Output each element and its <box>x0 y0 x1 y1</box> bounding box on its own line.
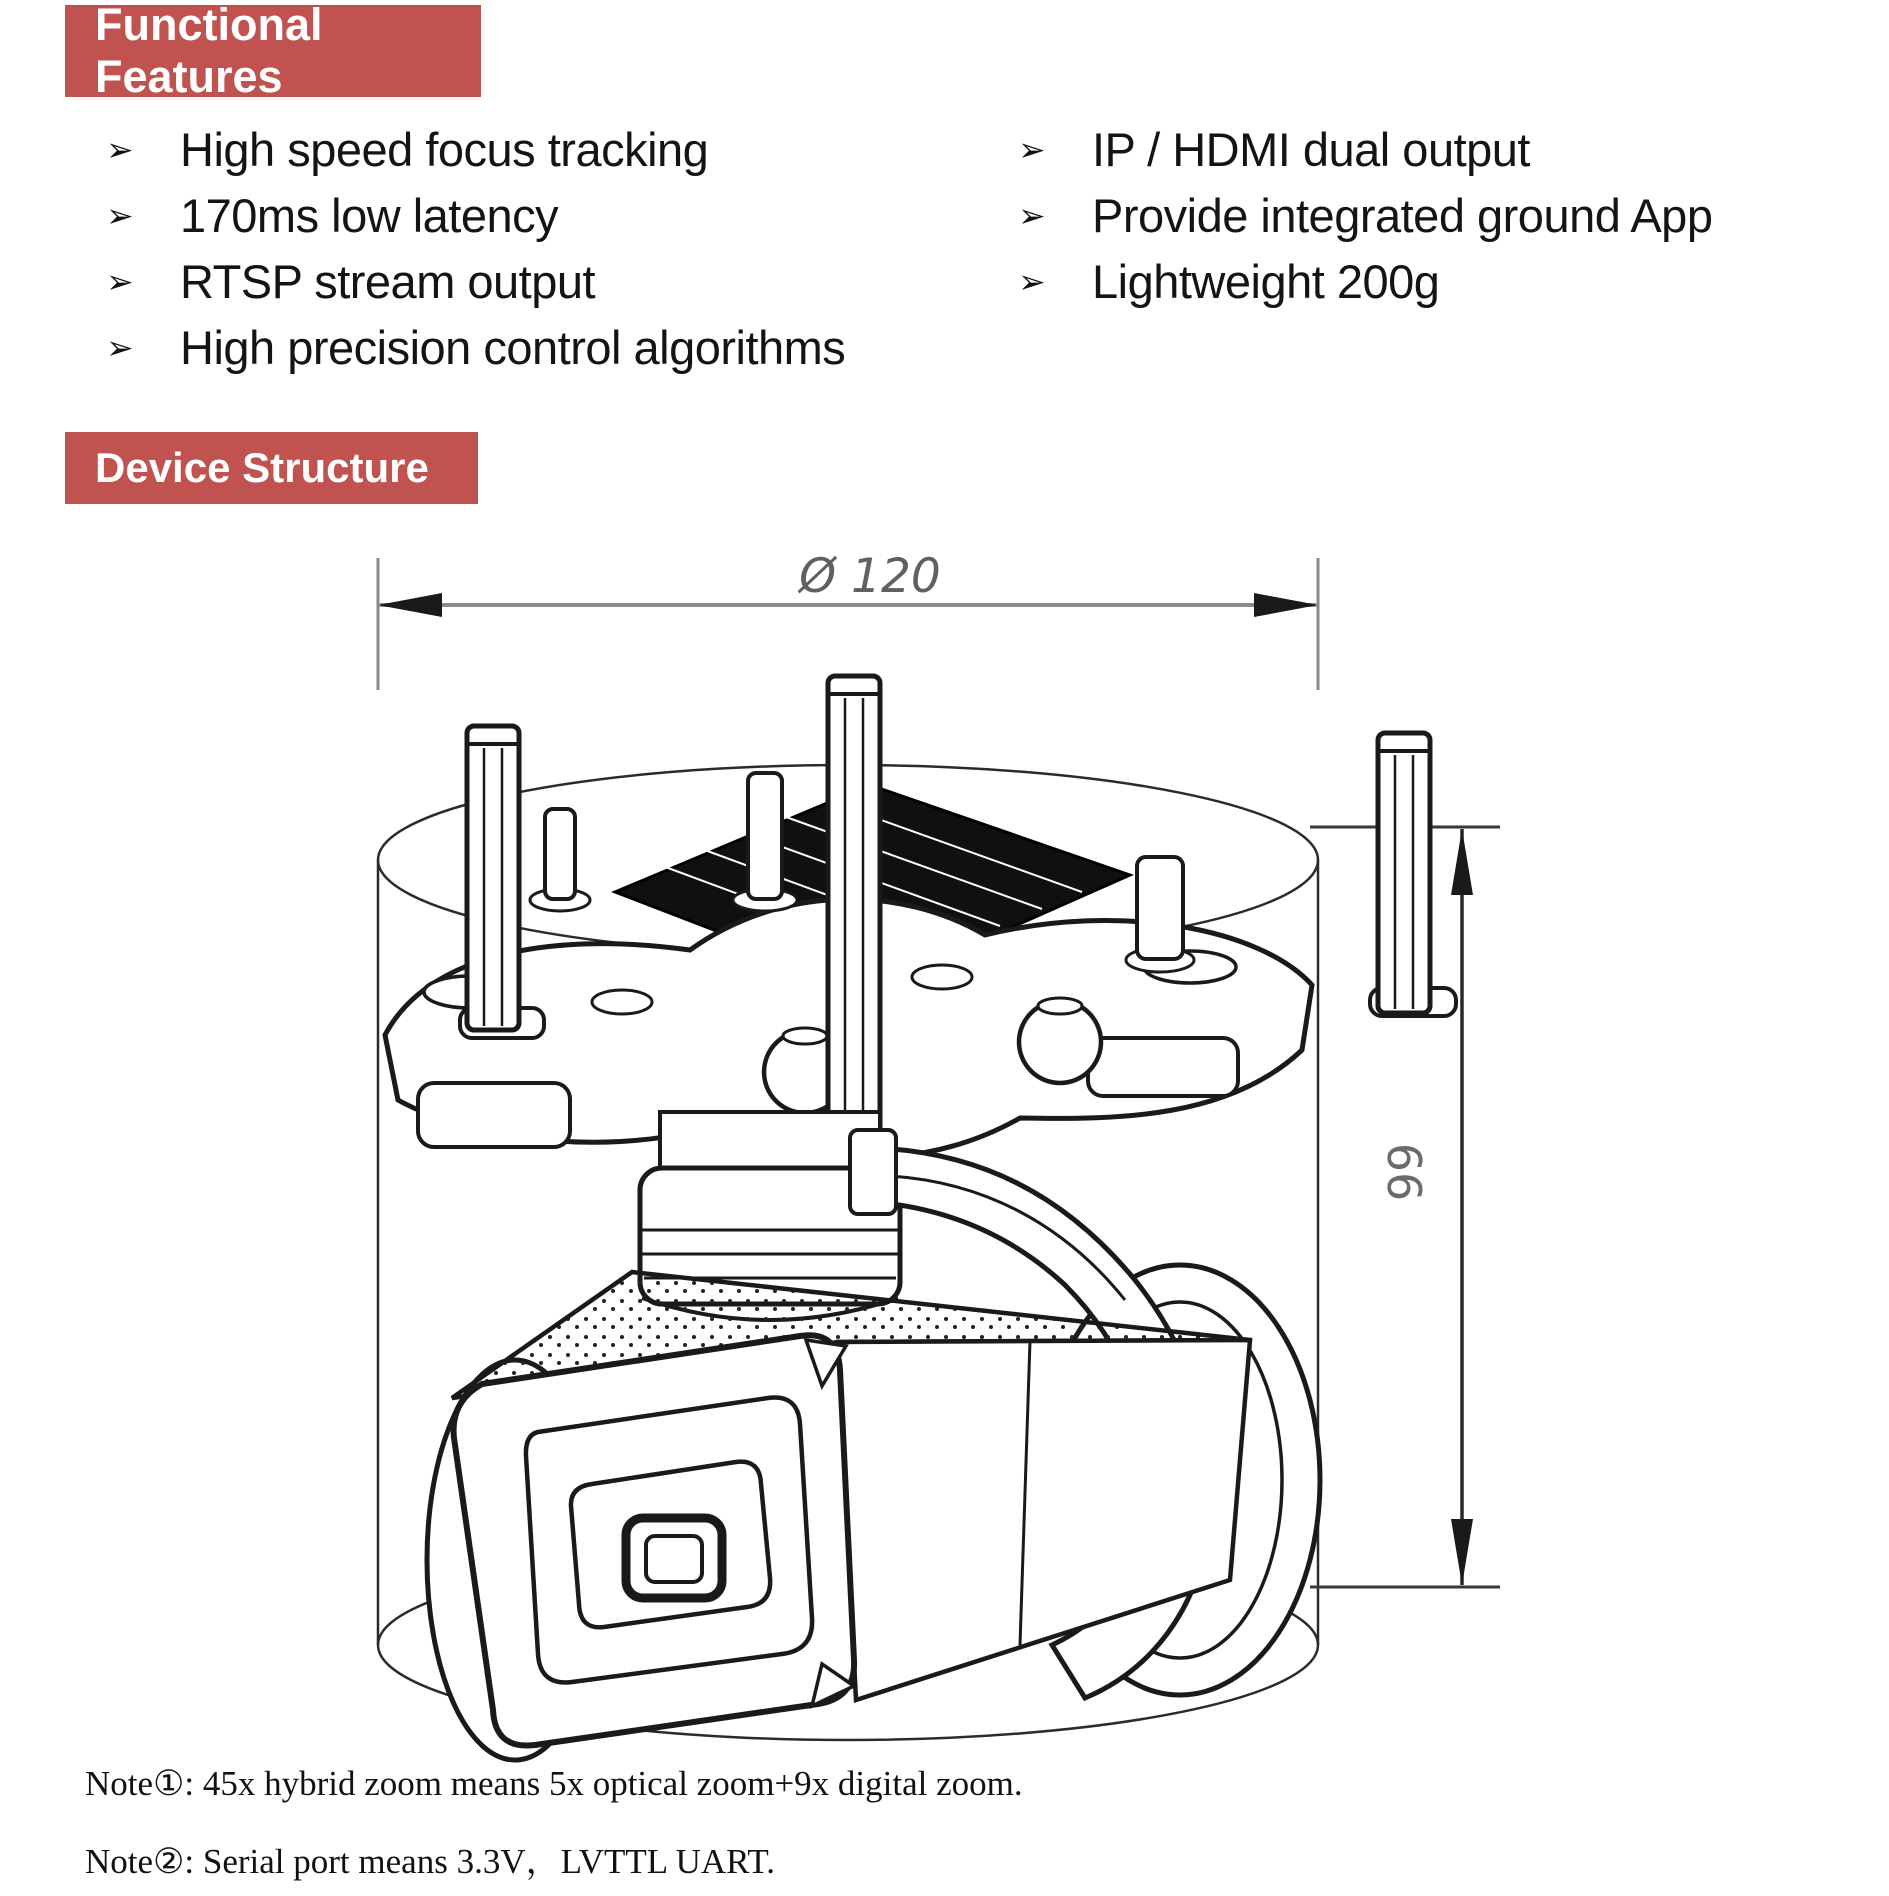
section-header-functional-features <box>65 0 481 102</box>
diameter-label: Ø 120 <box>799 549 941 604</box>
plate-clamp-left <box>418 1083 570 1147</box>
feature-item <box>106 116 845 182</box>
section-header-device-structure <box>65 432 478 504</box>
plate-clamp-right <box>1088 1038 1238 1096</box>
feature-text: High precision control algorithms <box>180 320 846 374</box>
feature-text: Lightweight 200g <box>1092 254 1440 308</box>
arrow-bullet-icon: ➢ <box>1018 129 1046 169</box>
arrow-bullet-icon: ➢ <box>1018 195 1046 235</box>
damper-ball-cap <box>1038 998 1082 1014</box>
height-label: 99 <box>1379 1142 1433 1202</box>
stud <box>530 809 590 911</box>
screw-post <box>467 726 519 1030</box>
feature-item <box>106 314 845 380</box>
feature-list-right <box>1018 116 1712 314</box>
section-title: Functional Features <box>95 0 323 102</box>
dimension-arrow-up <box>1451 829 1473 895</box>
note-2: Note②: Serial port means 3.3V，LVTTL UART. <box>85 1842 775 1881</box>
arrow-bullet-icon: ➢ <box>106 261 134 301</box>
feature-text: IP / HDMI dual output <box>1092 122 1530 176</box>
feature-list-left <box>106 116 845 380</box>
arrow-bullet-icon: ➢ <box>1018 261 1046 301</box>
feature-item <box>1018 116 1712 182</box>
screw-post <box>1378 733 1430 1013</box>
feature-text: RTSP stream output <box>180 254 596 308</box>
arrow-bullet-icon: ➢ <box>106 327 134 367</box>
feature-text: 170ms low latency <box>180 188 559 242</box>
dimension-arrow-down <box>1451 1519 1473 1585</box>
feature-text: High speed focus tracking <box>180 122 709 176</box>
stud <box>1126 857 1194 972</box>
dimension-arrow-right <box>1254 593 1318 617</box>
dimension-arrow-left <box>378 593 442 617</box>
camera-body <box>427 1272 1250 1760</box>
arrow-bullet-icon: ➢ <box>106 129 134 169</box>
feature-item <box>106 182 845 248</box>
screw-cap <box>912 965 972 989</box>
damper-ball-cap <box>783 1028 827 1044</box>
feature-item <box>1018 182 1712 248</box>
dimension-diameter <box>378 549 1318 690</box>
feature-text: Provide integrated ground App <box>1092 188 1713 242</box>
screw-cap <box>592 990 652 1014</box>
screw-post <box>828 676 880 1140</box>
section-title: Device Structure <box>95 444 429 491</box>
note-1: Note①: 45x hybrid zoom means 5x optical zoom+9x digital zoom. <box>85 1764 1023 1803</box>
device-structure-drawing <box>330 540 1560 1770</box>
feature-item <box>1018 248 1712 314</box>
feature-item <box>106 248 845 314</box>
arm-bracket <box>850 1130 896 1214</box>
arrow-bullet-icon: ➢ <box>106 195 134 235</box>
